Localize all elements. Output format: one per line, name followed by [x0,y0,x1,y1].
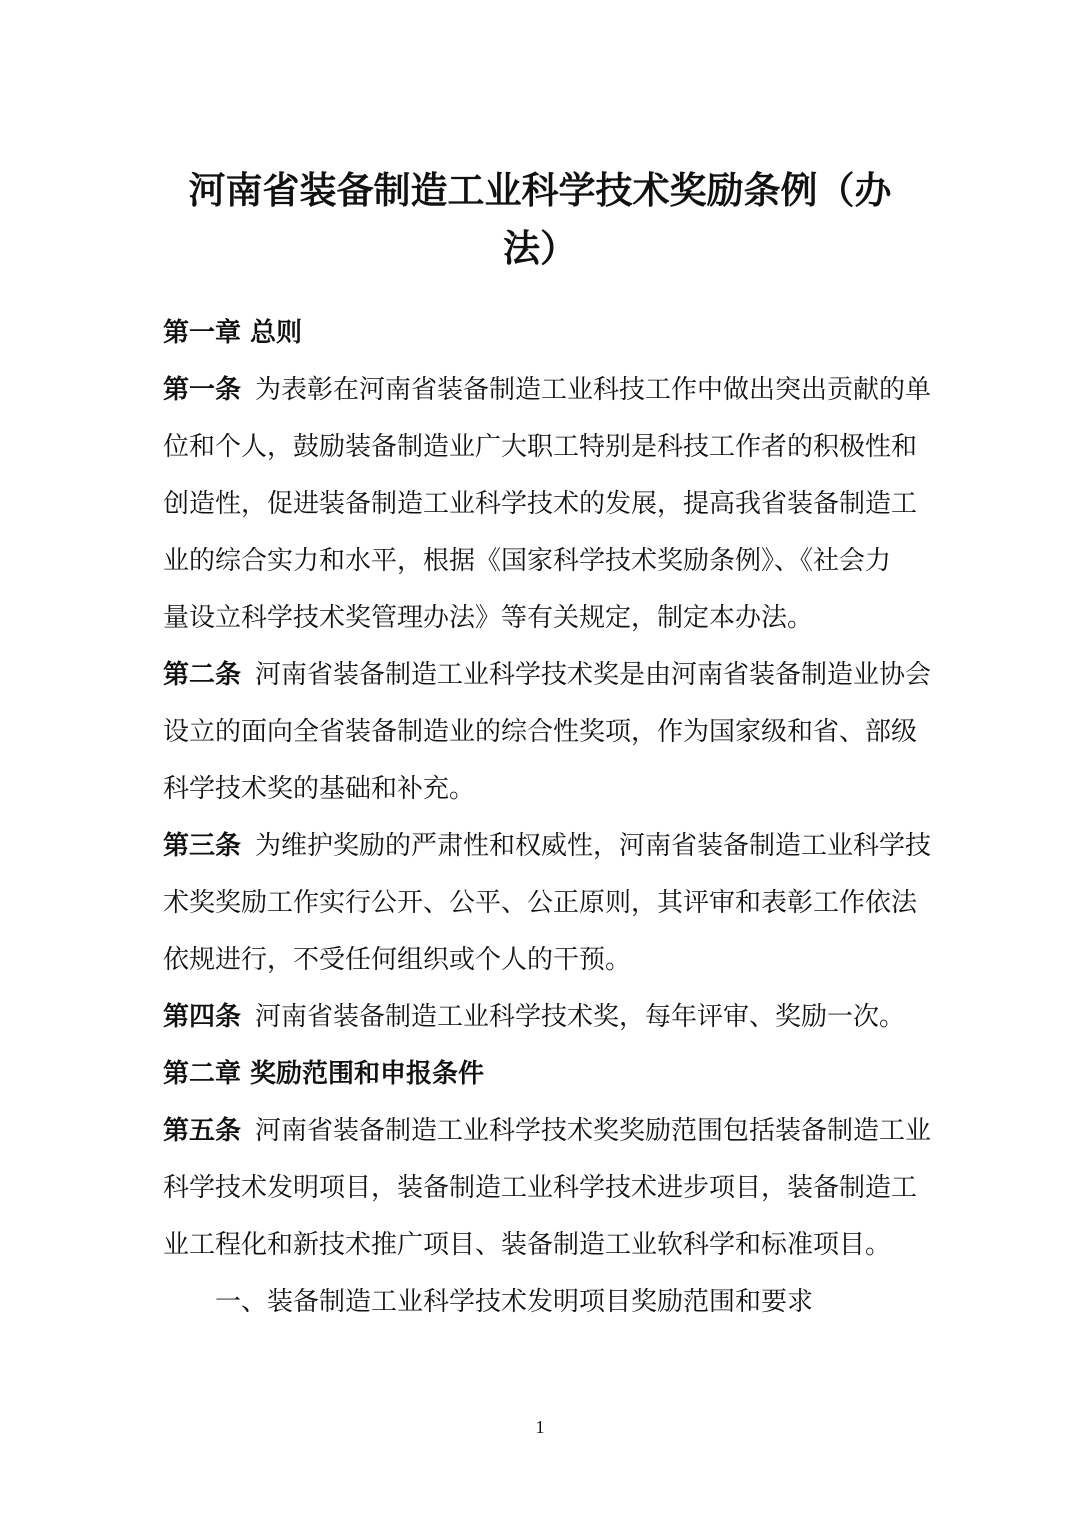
document-title-line-2: 法） [503,227,577,270]
article-5-text-1: 河南省装备制造工业科学技术奖奖励范围包括装备制造工业 [255,1116,932,1146]
article-4-label: 第四条 [163,1002,242,1032]
article-2-line-1 [163,658,932,692]
article-5-line-2: 科学技术发明项目，装备制造工业科学技术进步项目，装备制造工 [163,1173,918,1203]
article-3-line-2: 术奖奖励工作实行公开、公平、公正原则，其评审和表彰工作依法 [163,888,918,918]
article-1-line-4: 业的综合实力和水平，根据《国家科学技术奖励条例》、《社会力 [163,546,892,576]
document-title-line-1: 河南省装备制造工业科学技术奖励条例（办 [188,169,892,212]
article-3-label: 第三条 [163,831,242,861]
article-3-line-1 [163,829,932,863]
article-2-line-3: 科学技术奖的基础和补充。 [163,774,476,804]
article-1-text-1: 为表彰在河南省装备制造工业科技工作中做出突出贡献的单 [255,375,932,405]
article-3-line-3: 依规进行，不受任何组织或个人的干预。 [163,945,632,975]
page-number: 1 [535,1417,545,1437]
article-4-line-1 [163,1000,923,1034]
article-2-text-1: 河南省装备制造工业科学技术奖是由河南省装备制造业协会 [255,660,932,690]
article-1-label: 第一条 [163,375,242,405]
article-1-line-5: 量设立科学技术奖管理办法》等有关规定，制定本办法。 [163,603,814,633]
article-2-label: 第二条 [163,660,242,690]
article-5-line-3: 业工程化和新技术推广项目、装备制造工业软科学和标准项目。 [163,1230,892,1260]
article-1-line-2: 位和个人，鼓励装备制造业广大职工特别是科技工作者的积极性和 [163,432,918,462]
article-2-line-2: 设立的面向全省装备制造业的综合性奖项，作为国家级和省、部级 [163,717,918,747]
article-4-text-1: 河南省装备制造工业科学技术奖，每年评审、奖励一次。 [255,1002,906,1032]
article-1-line-1 [163,373,932,407]
article-3-text-1: 为维护奖励的严肃性和权威性，河南省装备制造工业科学技 [255,831,932,861]
chapter-heading-1: 第一章 总则 [163,318,303,348]
item-1-heading: 一、装备制造工业科学技术发明项目奖励范围和要求 [215,1287,814,1317]
article-5-line-1 [163,1114,932,1148]
article-5-label: 第五条 [163,1116,242,1146]
article-1-line-3: 创造性，促进装备制造工业科学技术的发展，提高我省装备制造工 [163,489,918,519]
chapter-heading-2: 第二章 奖励范围和申报条件 [163,1059,485,1089]
